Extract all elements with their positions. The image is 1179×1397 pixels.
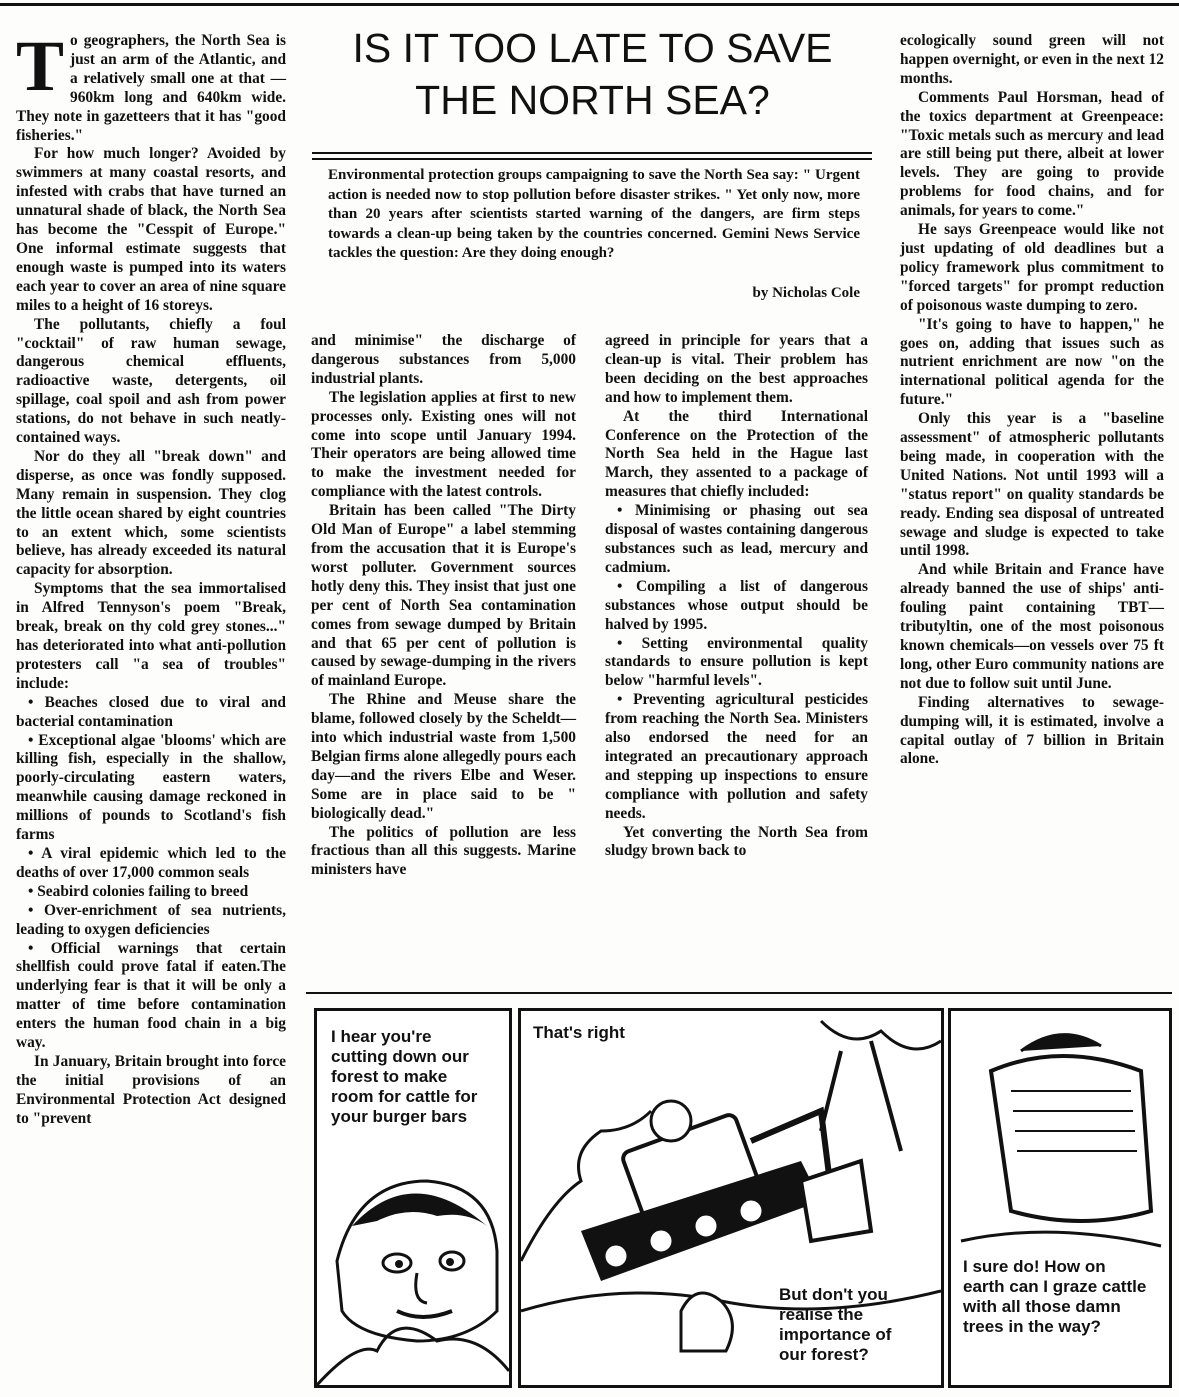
paragraph: agreed in principle for years that a clean-up is vital. Their problem has been deciding on the best approaches and how to implement them. xyxy=(605,332,868,406)
paragraph: The pollutants, chiefly a foul "cocktail" of raw human sewage, dangerous chemical effluents, radioactive waste, detergents, oil spillage, coal spoil and ash from power stations, do not behave in such neatly-contained ways. xyxy=(16,315,286,447)
article-column-2 xyxy=(311,332,576,880)
article-column-1 xyxy=(16,26,286,1129)
paragraph: Finding alternatives to sewage-dumping will, it is estimated, involve a capital outlay of 7 billion in Britain alone. xyxy=(900,693,1164,768)
paragraph: In January, Britain brought into force the initial provisions of an Environmental Protection Act designed to "prevent xyxy=(16,1052,286,1127)
bullet-item: • Exceptional algae 'blooms' which are killing fish, especially in the shallow, poorly-circulating eastern waters, meanwhile causing damage reckoned in millions of pounds to Scotland's fish farms xyxy=(16,731,286,844)
paragraph: Yet converting the North Sea from sludgy brown back to xyxy=(605,823,868,860)
deck-rule xyxy=(312,152,872,160)
paragraph: Comments Paul Horsman, head of the toxics department at Greenpeace: "Toxic metals such as mercury and lead are still being put there, albeit at lower levels. They are going to provide problems for food chains, and for animals, for years to come." xyxy=(900,88,1164,220)
paragraph: For how much longer? Avoided by swimmers at many coastal resorts, and infested with crabs that have turned an unnatural shade of black, the North Sea has become the "Cesspit of Europe." One informal estimate suggests that enough waste is pumped into its waters each year to cover an area of nine square miles to a height of 16 storeys. xyxy=(16,145,286,314)
speech-bubble-1: I hear you're cutting down our forest to make room for cattle for your burger bars xyxy=(331,1027,478,1126)
bullet-item: • Beaches closed due to viral and bacterial contamination xyxy=(16,693,286,730)
bullet-item: • Compiling a list of dangerous substances whose output should be halved by 1995. xyxy=(605,577,868,633)
article-column-4 xyxy=(900,32,1164,769)
paragraph: The legislation applies at first to new processes only. Existing ones will not come into scope until January 1994. Their operators are being allowed time to make the investment needed for compliance with the latest controls. xyxy=(311,388,576,501)
speech-bubble-3: But don't you realise the importance of our forest? xyxy=(779,1285,892,1364)
top-rule xyxy=(0,3,1179,6)
cartoon-panel-2 xyxy=(518,1008,944,1388)
standfirst: Environmental protection groups campaigning to save the North Sea say: " Urgent action is needed now to stop pollution before disaster strikes. " Yet only now, more than 20 years after scientists started warning of the dangers, are firm steps towards a clean-up being taken by the countries concerned. Gemini News Service tackles the question: Are they doing enough? xyxy=(328,167,860,261)
drop-cap: T xyxy=(16,26,65,106)
paragraph: The politics of pollution are less fractious than all this suggests. Marine ministers have xyxy=(311,823,576,879)
bullet-item: • Setting environmental quality standards to ensure pollution is kept below "harmful levels". xyxy=(605,634,868,690)
cartoon-panel-1 xyxy=(314,1008,512,1388)
headline: IS IT TOO LATE TO SAVE THE NORTH SEA? xyxy=(352,25,833,123)
paragraph: Britain has been called "The Dirty Old Man of Europe" a label stemming from the accusation that it is Europe's worst polluter. Government sources hotly deny this. They insist that just one per cent of North Sea contamination comes from sewage dumped by Britain and that 65 per cent of pollution is caused by sewage-dumping in the rivers of mainland Europe. xyxy=(311,502,576,690)
byline: by Nicholas Cole xyxy=(752,285,860,301)
paragraph: Symptoms that the sea immortalised in Alfred Tennyson's poem "Break, break, break on thy cold grey stones..." has deteriorated into what anti-pollution protesters call "a sea of troubles" include: xyxy=(16,580,286,692)
paragraph: And while Britain and France have already banned the use of ships' anti-fouling paint containing TBT—tributyltin, one of the most poisonous known chemicals—on vessels over 75 ft long, other Euro community nations are not due to follow suit until June. xyxy=(900,561,1164,692)
bullet-item: • Over-enrichment of sea nutrients, leading to oxygen deficiencies xyxy=(16,901,286,938)
bullet-item: • Official warnings that certain shellfish could prove fatal if eaten.The underlying fear is that it will be only a matter of time before contamination enters the human food chain in a big way. xyxy=(16,939,286,1052)
bullet-item: • Preventing agricultural pesticides from reaching the North Sea. Ministers also endorsed the need for an integrated an precautionary approach and stepping up inspections to ensure compliance with pollution and safety needs. xyxy=(605,691,868,822)
paragraph: and minimise" the discharge of dangerous substances from 5,000 industrial plants. xyxy=(311,332,576,387)
paragraph: Only this year is a "baseline assessment" of atmospheric pollutants being made, in cooperation with the United Nations. Not until 1993 will a "status report" on quality standards be ready. Ending sea disposal of untreated sewage and sludge is expected to take until 1998. xyxy=(900,410,1164,560)
speech-bubble-4: I sure do! How on earth can I graze cattle with all those damn trees in the way? xyxy=(963,1257,1147,1336)
cartoon-panel-3 xyxy=(948,1008,1172,1388)
paragraph: He says Greenpeace would like not just updating of old deadlines but a policy framework plus commitment to "forced targets" for prompt reduction of poisonous waste dumping to zero. xyxy=(900,221,1164,314)
paragraph: "It's going to have to happen," he goes on, adding that issues such as nutrient enrichment are now "on the international political agenda for the future." xyxy=(900,315,1164,409)
bullet-item: • Seabird colonies failing to breed xyxy=(28,882,249,900)
bullet-item: • A viral epidemic which led to the deaths of over 17,000 common seals xyxy=(16,844,286,881)
cartoon-strip xyxy=(306,992,1172,1390)
speech-bubble-2: That's right xyxy=(533,1023,625,1042)
paragraph: Nor do they all "break down" and disperse, as once was fondly supposed. Many remain in suspension. They clog the little ocean shared by eight countries to an extent which, some scientists believe, has already exceeded its natural capacity for absorption. xyxy=(16,447,286,579)
article-column-3 xyxy=(605,332,868,861)
bullet-item: • Minimising or phasing out sea disposal of wastes containing dangerous substances such as lead, mercury and cadmium. xyxy=(605,502,868,576)
paragraph: ecologically sound green will not happen overnight, or even in the next 12 months. xyxy=(900,32,1164,87)
paragraph: The Rhine and Meuse share the blame, followed closely by the Scheldt—into which industrial waste from 1,500 Belgian firms alone allegedly pours each day—and the rivers Elbe and Weser. Some are in place said to be " biologically dead." xyxy=(311,691,576,822)
paragraph: To geographers, the North Sea is just an arm of the Atlantic, and a relatively small one at that — 960km long and 640km wide. They note in gazetteers that it has "good fisheries." xyxy=(16,26,286,144)
paragraph: At the third International Conference on the Protection of the North Sea held in the Hague last March, they assented to a package of measures that chiefly included: xyxy=(605,407,868,501)
